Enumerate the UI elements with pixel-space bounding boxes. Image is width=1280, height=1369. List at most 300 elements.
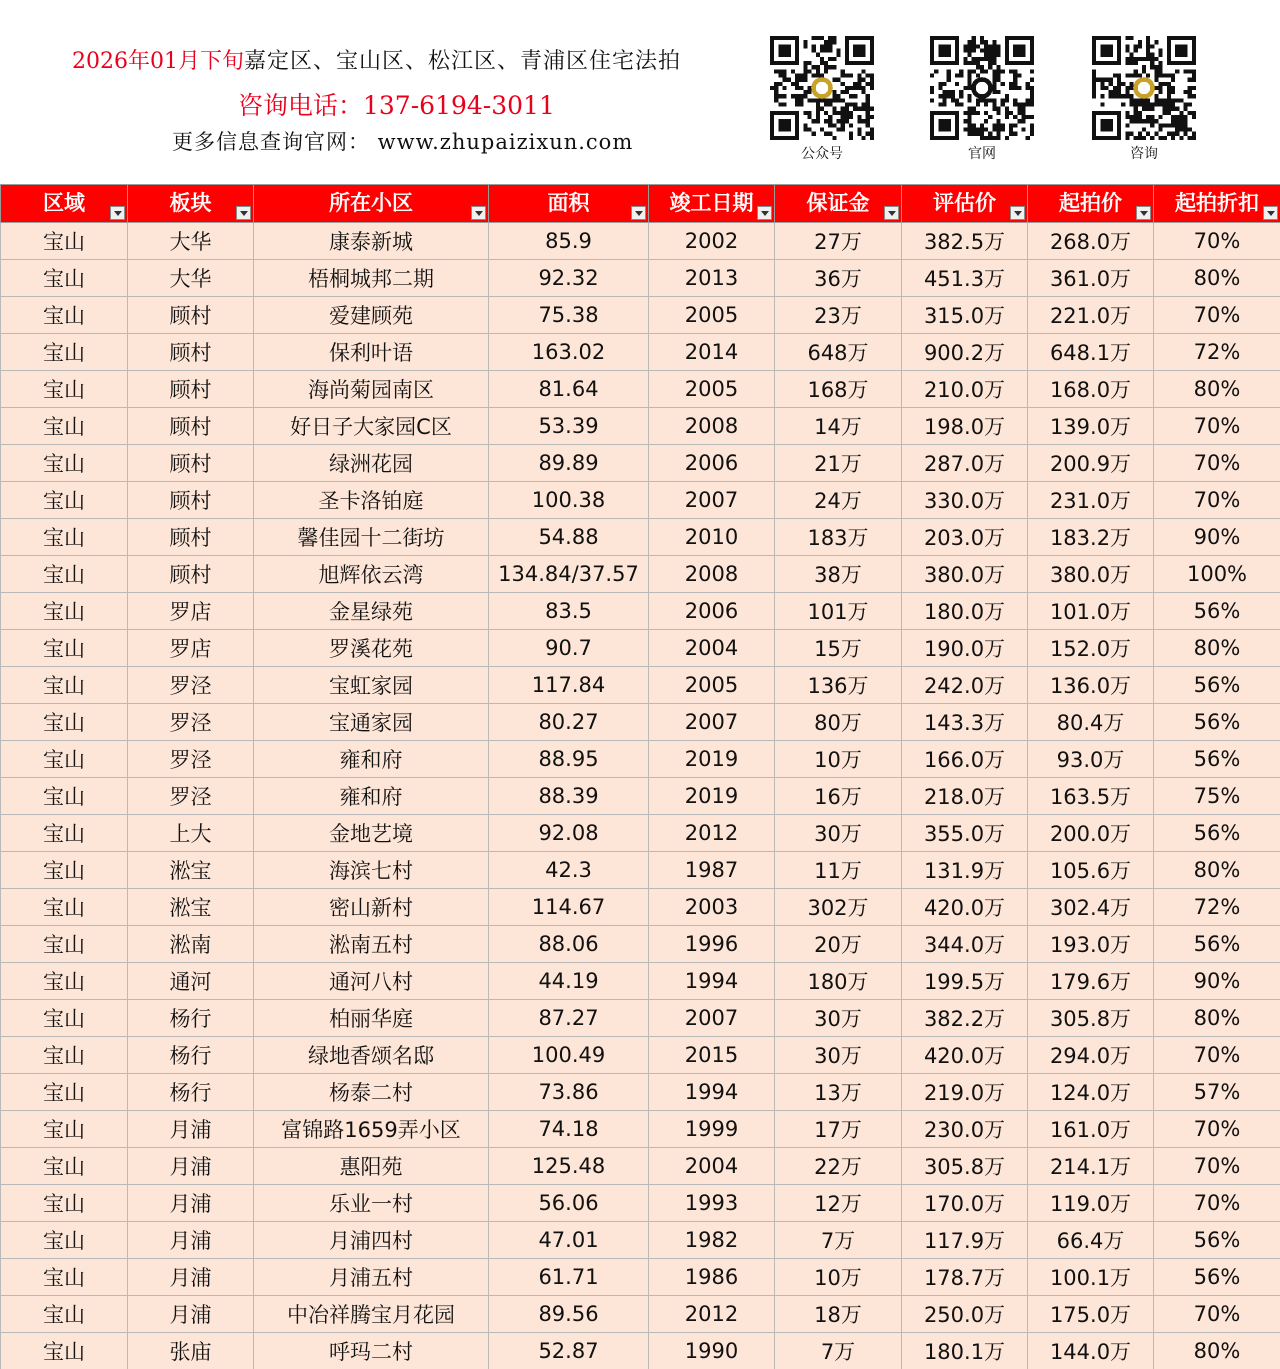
table-cell: 2004 [649,630,775,667]
table-cell: 宝山 [1,1074,128,1111]
table-cell: 月浦四村 [254,1222,489,1259]
table-cell: 13万 [775,1074,902,1111]
table-row[interactable] [1,1111,1280,1148]
consult-phone: 咨询电话：137-6194-3011 [238,91,555,120]
table-cell: 199.5万 [902,963,1028,1000]
table-cell: 通河 [128,963,254,1000]
table-cell: 56% [1154,926,1280,963]
table-cell: 宝山 [1,519,128,556]
table-cell: 2012 [649,815,775,852]
table-cell: 73.86 [489,1074,649,1111]
table-row[interactable] [1,667,1280,704]
table-cell: 宝山 [1,593,128,630]
table-cell: 89.56 [489,1296,649,1333]
table-cell: 136万 [775,667,902,704]
table-cell: 30万 [775,1000,902,1037]
table-cell: 1994 [649,1074,775,1111]
table-cell: 21万 [775,445,902,482]
table-cell: 宝山 [1,1111,128,1148]
table-cell: 70% [1154,1296,1280,1333]
table-cell: 80% [1154,260,1280,297]
table-cell: 178.7万 [902,1259,1028,1296]
table-cell: 2006 [649,593,775,630]
table-cell: 宝山 [1,889,128,926]
table-cell: 218.0万 [902,778,1028,815]
table-row[interactable] [1,963,1280,1000]
table-cell: 27万 [775,223,902,260]
table-cell: 顾村 [128,408,254,445]
qr-code-website-icon[interactable] [930,36,1034,140]
table-cell: 呼玛二村 [254,1333,489,1369]
table-cell: 44.19 [489,963,649,1000]
table-cell: 好日子大家园C区 [254,408,489,445]
table-cell: 70% [1154,445,1280,482]
table-cell: 22万 [775,1148,902,1185]
table-cell: 75.38 [489,297,649,334]
filter-dropdown-icon[interactable] [236,206,251,220]
table-cell: 月浦 [128,1148,254,1185]
table-cell: 179.6万 [1028,963,1154,1000]
table-cell: 56% [1154,1222,1280,1259]
table-cell: 70% [1154,223,1280,260]
table-row[interactable] [1,630,1280,667]
table-cell: 顾村 [128,556,254,593]
table-cell: 2019 [649,741,775,778]
table-cell: 2010 [649,519,775,556]
table-cell: 保利叶语 [254,334,489,371]
table-cell: 1987 [649,852,775,889]
table-cell: 648.1万 [1028,334,1154,371]
table-cell: 139.0万 [1028,408,1154,445]
table-cell: 罗店 [128,630,254,667]
table-cell: 56% [1154,741,1280,778]
table-cell: 294.0万 [1028,1037,1154,1074]
table-row[interactable] [1,297,1280,334]
table-cell: 康泰新城 [254,223,489,260]
table-cell: 宝山 [1,741,128,778]
table-row[interactable] [1,1333,1280,1369]
table-cell: 绿地香颂名邸 [254,1037,489,1074]
table-cell: 420.0万 [902,1037,1028,1074]
table-cell: 214.1万 [1028,1148,1154,1185]
table-cell: 罗泾 [128,704,254,741]
table-cell: 杨行 [128,1037,254,1074]
table-cell: 56% [1154,667,1280,704]
table-cell: 淞南 [128,926,254,963]
table-row[interactable] [1,556,1280,593]
table-cell: 30万 [775,815,902,852]
table-cell: 74.18 [489,1111,649,1148]
table-cell: 18万 [775,1296,902,1333]
table-row[interactable] [1,741,1280,778]
table-cell: 56% [1154,815,1280,852]
table-cell: 101万 [775,593,902,630]
table-cell: 宝山 [1,667,128,704]
table-cell: 90% [1154,963,1280,1000]
table-cell: 顾村 [128,371,254,408]
table-cell: 175.0万 [1028,1296,1154,1333]
table-cell: 月浦五村 [254,1259,489,1296]
table-cell: 14万 [775,408,902,445]
column-header: 保证金 [775,185,902,223]
table-row[interactable] [1,408,1280,445]
table-cell: 宝山 [1,1148,128,1185]
table-cell: 52.87 [489,1333,649,1369]
table-cell: 648万 [775,334,902,371]
column-header: 起拍折扣 [1154,185,1280,223]
table-cell: 宝山 [1,852,128,889]
table-cell: 16万 [775,778,902,815]
table-cell: 2014 [649,334,775,371]
table-header-row [1,185,1280,223]
table-cell: 163.5万 [1028,778,1154,815]
table-cell: 198.0万 [902,408,1028,445]
table-cell: 惠阳苑 [254,1148,489,1185]
table-cell: 1986 [649,1259,775,1296]
table-cell: 136.0万 [1028,667,1154,704]
table-cell: 顾村 [128,482,254,519]
table-cell: 250.0万 [902,1296,1028,1333]
table-cell: 119.0万 [1028,1185,1154,1222]
table-cell: 125.48 [489,1148,649,1185]
table-cell: 93.0万 [1028,741,1154,778]
table-cell: 61.71 [489,1259,649,1296]
table-cell: 宝山 [1,408,128,445]
table-cell: 54.88 [489,519,649,556]
table-cell: 382.2万 [902,1000,1028,1037]
table-cell: 89.89 [489,445,649,482]
table-row[interactable] [1,778,1280,815]
table-cell: 124.0万 [1028,1074,1154,1111]
table-cell: 70% [1154,1148,1280,1185]
qr-code-consult-icon[interactable] [1092,36,1196,140]
table-cell: 10万 [775,1259,902,1296]
table-cell: 1982 [649,1222,775,1259]
table-cell: 70% [1154,1037,1280,1074]
table-row[interactable] [1,482,1280,519]
table-cell: 361.0万 [1028,260,1154,297]
table-cell: 梧桐城邦二期 [254,260,489,297]
table-cell: 1990 [649,1333,775,1369]
table-row[interactable] [1,1148,1280,1185]
table-cell: 雍和府 [254,778,489,815]
table-cell: 70% [1154,1185,1280,1222]
table-cell: 月浦 [128,1111,254,1148]
table-cell: 宝山 [1,556,128,593]
table-cell: 70% [1154,297,1280,334]
table-cell: 月浦 [128,1185,254,1222]
table-cell: 203.0万 [902,519,1028,556]
auction-table-wrapper [0,184,1280,1369]
table-cell: 56% [1154,1259,1280,1296]
table-cell: 宝山 [1,926,128,963]
table-cell: 170.0万 [902,1185,1028,1222]
qr-label-wechat: 公众号 [801,146,843,162]
table-cell: 顾村 [128,519,254,556]
table-cell: 101.0万 [1028,593,1154,630]
table-cell: 330.0万 [902,482,1028,519]
table-cell: 80.4万 [1028,704,1154,741]
table-cell: 2012 [649,1296,775,1333]
table-cell: 杨行 [128,1074,254,1111]
table-cell: 57% [1154,1074,1280,1111]
table-cell: 382.5万 [902,223,1028,260]
table-cell: 105.6万 [1028,852,1154,889]
table-cell: 2015 [649,1037,775,1074]
table-cell: 100.38 [489,482,649,519]
column-header: 板块 [128,185,254,223]
table-row[interactable] [1,1259,1280,1296]
table-row[interactable] [1,1000,1280,1037]
table-row[interactable] [1,371,1280,408]
filter-dropdown-icon[interactable] [1136,206,1151,220]
qr-code-wechat-icon[interactable] [770,36,874,140]
table-cell: 11万 [775,852,902,889]
table-cell: 金星绿苑 [254,593,489,630]
table-row[interactable] [1,1037,1280,1074]
table-cell: 38万 [775,556,902,593]
filter-dropdown-icon[interactable] [631,206,646,220]
table-cell: 231.0万 [1028,482,1154,519]
table-cell: 80% [1154,1333,1280,1369]
column-header: 起拍价 [1028,185,1154,223]
table-row[interactable] [1,260,1280,297]
table-cell: 密山新村 [254,889,489,926]
title-date: 2026年01月下旬 [72,49,244,74]
table-cell: 90.7 [489,630,649,667]
table-cell: 190.0万 [902,630,1028,667]
filter-dropdown-icon[interactable] [1010,206,1025,220]
table-cell: 70% [1154,482,1280,519]
table-cell: 雍和府 [254,741,489,778]
table-cell: 宝山 [1,445,128,482]
table-cell: 绿洲花园 [254,445,489,482]
table-cell: 183万 [775,519,902,556]
table-cell: 117.84 [489,667,649,704]
table-cell: 210.0万 [902,371,1028,408]
table-cell: 70% [1154,1111,1280,1148]
table-cell: 宝山 [1,1037,128,1074]
filter-dropdown-icon[interactable] [757,206,772,220]
table-cell: 287.0万 [902,445,1028,482]
table-cell: 宝山 [1,815,128,852]
table-cell: 80万 [775,704,902,741]
table-cell: 100.1万 [1028,1259,1154,1296]
table-cell: 380.0万 [902,556,1028,593]
table-cell: 2004 [649,1148,775,1185]
page-title [72,44,681,75]
table-row[interactable] [1,926,1280,963]
table-row[interactable] [1,1296,1280,1333]
table-cell: 罗泾 [128,741,254,778]
table-cell: 宝山 [1,223,128,260]
table-cell: 1993 [649,1185,775,1222]
column-header: 竣工日期 [649,185,775,223]
table-cell: 152.0万 [1028,630,1154,667]
table-cell: 2008 [649,556,775,593]
table-cell: 72% [1154,889,1280,926]
table-cell: 302万 [775,889,902,926]
table-cell: 海尚菊园南区 [254,371,489,408]
table-cell: 180.0万 [902,593,1028,630]
table-row[interactable] [1,519,1280,556]
table-cell: 200.9万 [1028,445,1154,482]
table-cell: 305.8万 [902,1148,1028,1185]
table-cell: 305.8万 [1028,1000,1154,1037]
table-cell: 淞宝 [128,889,254,926]
table-cell: 72% [1154,334,1280,371]
table-cell: 219.0万 [902,1074,1028,1111]
table-cell: 罗溪花苑 [254,630,489,667]
table-cell: 88.06 [489,926,649,963]
website-line[interactable]: 更多信息查询官网： www.zhupaizixun.com [172,130,634,154]
table-row[interactable] [1,852,1280,889]
table-cell: 80% [1154,630,1280,667]
table-cell: 131.9万 [902,852,1028,889]
table-cell: 166.0万 [902,741,1028,778]
table-cell: 大华 [128,223,254,260]
column-header: 面积 [489,185,649,223]
table-cell: 81.64 [489,371,649,408]
table-cell: 中冶祥腾宝月花园 [254,1296,489,1333]
table-cell: 2013 [649,260,775,297]
table-cell: 200.0万 [1028,815,1154,852]
table-cell: 2007 [649,482,775,519]
table-cell: 117.9万 [902,1222,1028,1259]
qr-label-consult: 咨询 [1130,146,1158,162]
table-cell: 85.9 [489,223,649,260]
table-cell: 月浦 [128,1296,254,1333]
table-cell: 宝山 [1,778,128,815]
table-cell: 355.0万 [902,815,1028,852]
table-cell: 75% [1154,778,1280,815]
table-cell: 宝通家园 [254,704,489,741]
table-cell: 圣卡洛铂庭 [254,482,489,519]
table-cell: 宝山 [1,1000,128,1037]
table-cell: 80% [1154,371,1280,408]
table-cell: 80% [1154,852,1280,889]
auction-table [0,184,1280,1369]
filter-dropdown-icon[interactable] [884,206,899,220]
table-cell: 2007 [649,1000,775,1037]
table-cell: 2002 [649,223,775,260]
table-cell: 杨行 [128,1000,254,1037]
table-cell: 66.4万 [1028,1222,1154,1259]
table-cell: 268.0万 [1028,223,1154,260]
table-cell: 451.3万 [902,260,1028,297]
table-cell: 2006 [649,445,775,482]
table-cell: 180.1万 [902,1333,1028,1369]
table-row[interactable] [1,445,1280,482]
table-cell: 爱建顾苑 [254,297,489,334]
table-cell: 宝山 [1,704,128,741]
table-cell: 罗泾 [128,778,254,815]
table-row[interactable] [1,1185,1280,1222]
table-cell: 344.0万 [902,926,1028,963]
table-cell: 144.0万 [1028,1333,1154,1369]
table-cell: 宝山 [1,482,128,519]
table-cell: 183.2万 [1028,519,1154,556]
table-cell: 42.3 [489,852,649,889]
table-cell: 36万 [775,260,902,297]
table-row[interactable] [1,223,1280,260]
table-cell: 罗店 [128,593,254,630]
table-cell: 90% [1154,519,1280,556]
table-cell: 淞宝 [128,852,254,889]
table-row[interactable] [1,334,1280,371]
table-cell: 380.0万 [1028,556,1154,593]
table-cell: 161.0万 [1028,1111,1154,1148]
table-row[interactable] [1,1222,1280,1259]
table-cell: 宝山 [1,1185,128,1222]
filter-dropdown-icon[interactable] [110,206,125,220]
table-cell: 大华 [128,260,254,297]
table-cell: 230.0万 [902,1111,1028,1148]
table-cell: 2008 [649,408,775,445]
column-header: 区域 [1,185,128,223]
table-row[interactable] [1,1074,1280,1111]
table-cell: 80% [1154,1000,1280,1037]
table-cell: 1996 [649,926,775,963]
table-cell: 月浦 [128,1222,254,1259]
table-cell: 70% [1154,408,1280,445]
table-cell: 2005 [649,667,775,704]
table-cell: 20万 [775,926,902,963]
table-cell: 56% [1154,704,1280,741]
table-cell: 221.0万 [1028,297,1154,334]
table-cell: 宝山 [1,963,128,1000]
table-cell: 宝山 [1,297,128,334]
table-cell: 15万 [775,630,902,667]
column-header: 所在小区 [254,185,489,223]
filter-dropdown-icon[interactable] [471,206,486,220]
table-row[interactable] [1,704,1280,741]
table-cell: 87.27 [489,1000,649,1037]
table-cell: 83.5 [489,593,649,630]
table-cell: 114.67 [489,889,649,926]
table-cell: 1999 [649,1111,775,1148]
table-cell: 7万 [775,1333,902,1369]
table-row[interactable] [1,815,1280,852]
table-cell: 92.32 [489,260,649,297]
table-row[interactable] [1,889,1280,926]
table-cell: 100% [1154,556,1280,593]
table-cell: 163.02 [489,334,649,371]
table-cell: 旭辉依云湾 [254,556,489,593]
table-cell: 宝山 [1,334,128,371]
table-cell: 315.0万 [902,297,1028,334]
table-cell: 23万 [775,297,902,334]
table-cell: 900.2万 [902,334,1028,371]
table-cell: 24万 [775,482,902,519]
filter-dropdown-icon[interactable] [1263,206,1278,220]
table-row[interactable] [1,593,1280,630]
table-cell: 宝虹家园 [254,667,489,704]
table-cell: 53.39 [489,408,649,445]
page-header [0,0,1280,184]
table-cell: 宝山 [1,371,128,408]
table-body [1,223,1280,1369]
table-cell: 2007 [649,704,775,741]
table-cell: 宝山 [1,1296,128,1333]
table-cell: 80.27 [489,704,649,741]
table-cell: 242.0万 [902,667,1028,704]
table-cell: 47.01 [489,1222,649,1259]
table-cell: 193.0万 [1028,926,1154,963]
table-cell: 淞南五村 [254,926,489,963]
table-cell: 2005 [649,297,775,334]
table-cell: 134.84/37.57 [489,556,649,593]
